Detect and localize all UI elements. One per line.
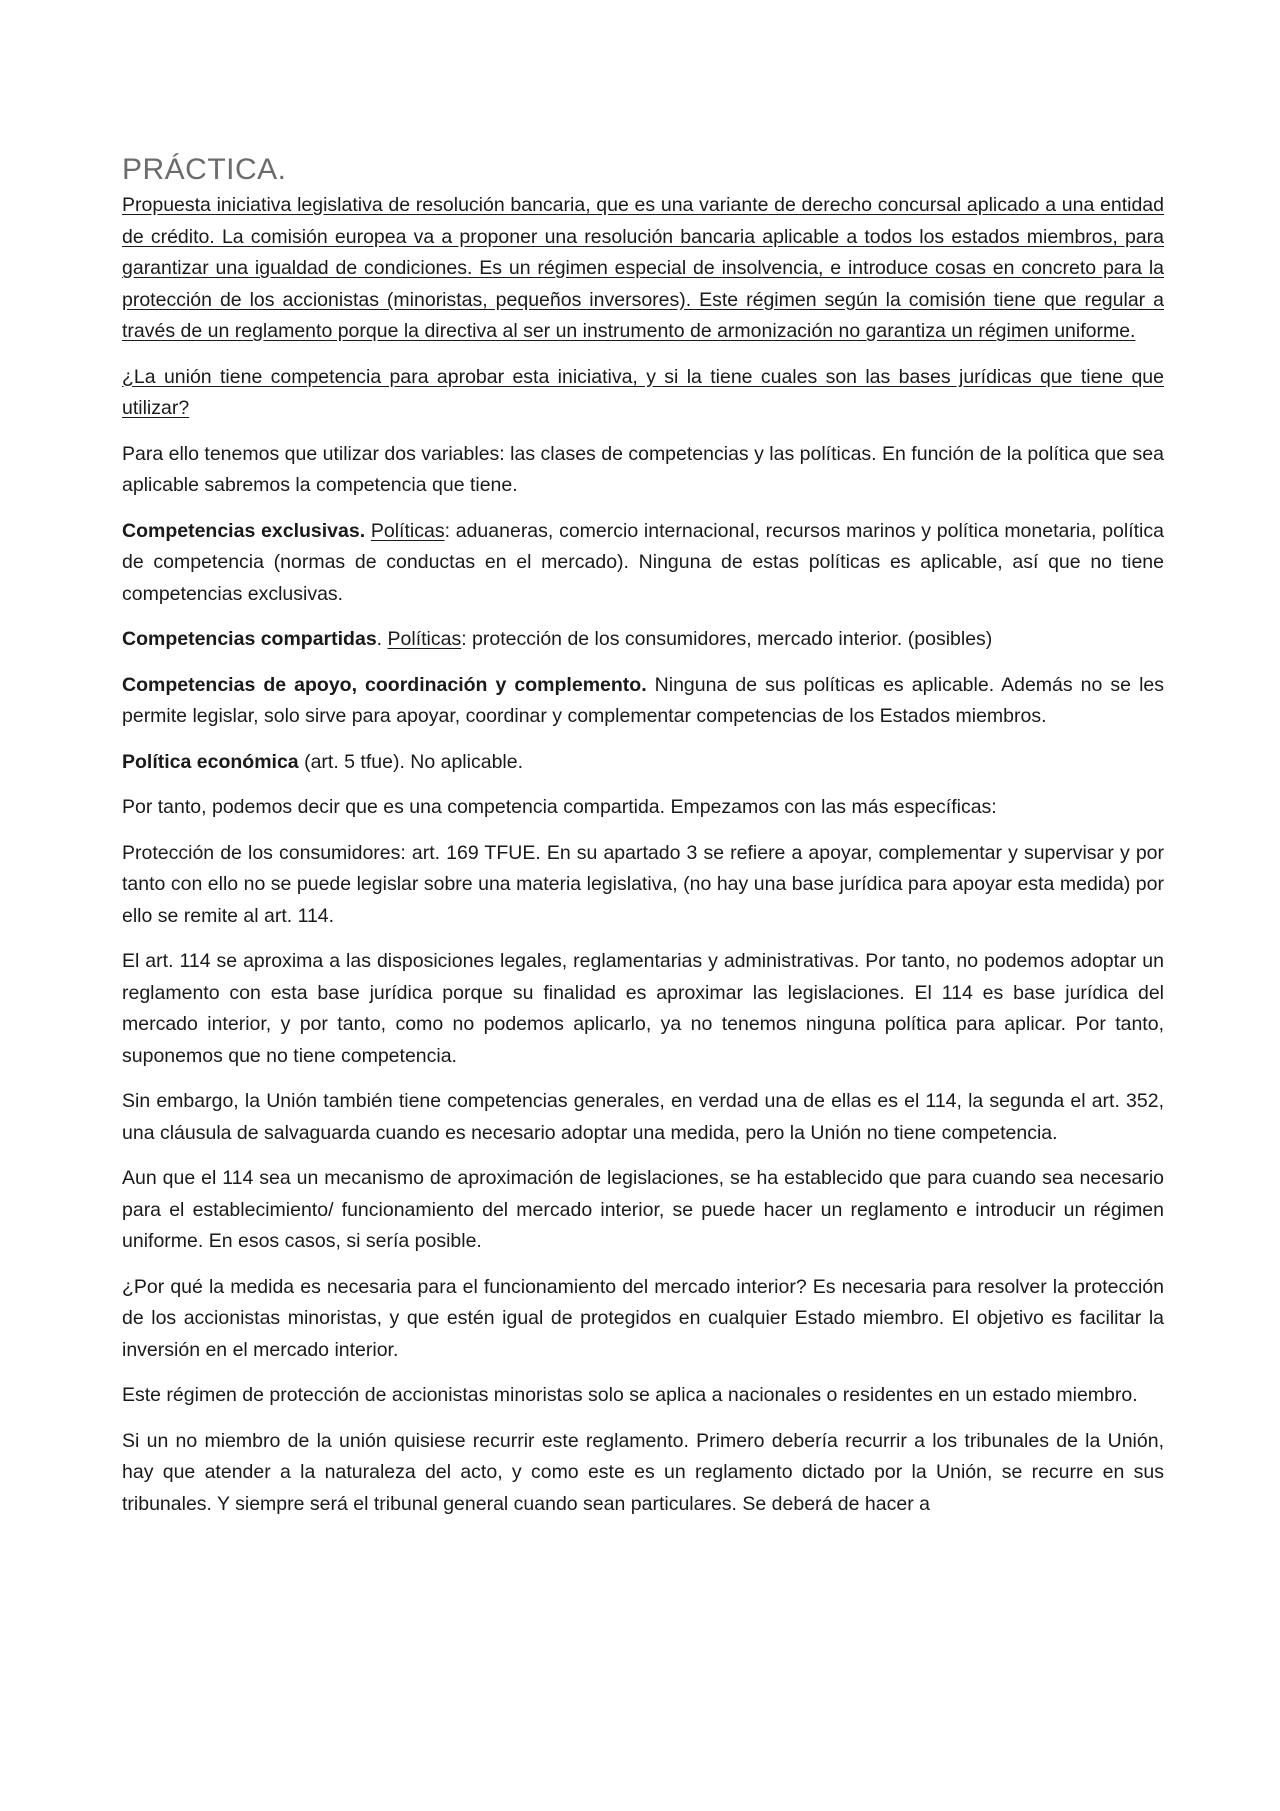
economica-paragraph <box>122 747 1164 779</box>
apoyo-paragraph <box>122 670 1164 733</box>
apoyo-text: Ninguna de sus políticas es aplicable. Además no se les permite legislar, solo sirve para apoyar, coordinar y complementar competencias de los Estados miembros. <box>122 673 1164 727</box>
regimen-paragraph: Este régimen de protección de accionistas minoristas solo se aplica a nacionales o residentes en un estado miembro. <box>122 1384 1138 1406</box>
exclusivas-label: Políticas <box>370 519 445 542</box>
page-title: PRÁCTICA. <box>122 153 287 186</box>
recurrir-paragraph: Si un no miembro de la unión quisiese recurrir este reglamento. Primero debería recurrir a los tribunales de la Unión, hay que atender a la naturaleza del acto, y como este es un reglamento dictado por la Unión, se recurre en sus tribunales. Y siempre será el tribunal general cuando sean particulares. Se deberá de hacer a <box>122 1429 1164 1515</box>
porque-paragraph: ¿Por qué la medida es necesaria para el funcionamiento del mercado interior? Es necesaria para resolver la protección de los accionistas minoristas, y que estén igual de protegidos en cualquier Estado miembro. El objetivo es facilitar la inversión en el mercado interior. <box>122 1275 1164 1361</box>
aunque-paragraph: Aun que el 114 sea un mecanismo de aproximación de legislaciones, se ha establecido que para cuando sea necesario para el establecimiento/ funcionamiento del mercado interior, se puede hacer un reglamento e introducir un régimen uniforme. En esos casos, si sería posible. <box>122 1167 1164 1252</box>
intro-paragraph: Propuesta iniciativa legislativa de resolución bancaria, que es una variante de derecho concursal aplicado a una entidad de crédito. La comisión europea va a proponer una resolución bancaria aplicable a todos los estados miembros, para garantizar una igualdad de condiciones. Es un régimen especial de insolvencia, e introduce cosas en concreto para la protección de los accionistas (minoristas, pequeños inversores). Este régimen según la comisión tiene que regular a través de un reglamento porque la directiva al ser un instrumento de armonización no garantiza un régimen uniforme. <box>122 194 1164 342</box>
compartidas-sep: . <box>376 628 388 650</box>
variables-paragraph: Para ello tenemos que utilizar dos variables: las clases de competencias y las políticas. En función de la política que sea aplicable sabremos la competencia que tiene. <box>122 442 1164 496</box>
exclusivas-text: : aduaneras, comercio internacional, recursos marinos y política monetaria, política de competencia (normas de conductas en el mercado). Ninguna de estas políticas es aplicable, así que no tiene competencias exclusivas. <box>122 519 1164 605</box>
compartidas-heading: Competencias compartidas <box>122 628 377 650</box>
generales-paragraph: Sin embargo, la Unión también tiene competencias generales, en verdad una de ellas es el 114, la segunda el art. 352, una cláusula de salvaguarda cuando es necesario adoptar una medida, pero la Unión no tiene competencia. <box>122 1090 1164 1144</box>
compartidas-text: : protección de los consumidores, mercado interior. (posibles) <box>461 628 993 650</box>
portanto-paragraph: Por tanto, podemos decir que es una competencia compartida. Empezamos con las más específicas: <box>122 796 997 818</box>
economica-heading: Política económica <box>122 750 299 773</box>
question-paragraph: ¿La unión tiene competencia para aprobar esta iniciativa, y si la tiene cuales son las bases jurídicas que tiene que utilizar? <box>122 365 1164 419</box>
compartidas-paragraph <box>122 624 1164 656</box>
document-page <box>122 150 1164 1534</box>
art114-paragraph: El art. 114 se aproxima a las disposiciones legales, reglamentarias y administrativas. Por tanto, no podemos adoptar un reglamento con esta base jurídica porque su finalidad es aproximar las legislaciones. El 114 es base jurídica del mercado interior, y por tanto, como no podemos aplicarlo, ya no tenemos ninguna política para aplicar. Por tanto, suponemos que no tiene competencia. <box>122 950 1164 1067</box>
consumidores-paragraph: Protección de los consumidores: art. 169 TFUE. En su apartado 3 se refiere a apoyar, complementar y supervisar y por tanto con ello no se puede legislar sobre una materia legislativa, (no hay una base jurídica para apoyar esta medida) por ello se remite al art. 114. <box>122 841 1164 927</box>
apoyo-heading: Competencias de apoyo, coordinación y complemento. <box>122 673 647 696</box>
exclusivas-paragraph <box>122 516 1164 611</box>
compartidas-label: Políticas <box>387 628 462 650</box>
economica-text: (art. 5 tfue). No aplicable. <box>298 750 524 773</box>
exclusivas-heading: Competencias exclusivas. <box>122 519 366 542</box>
